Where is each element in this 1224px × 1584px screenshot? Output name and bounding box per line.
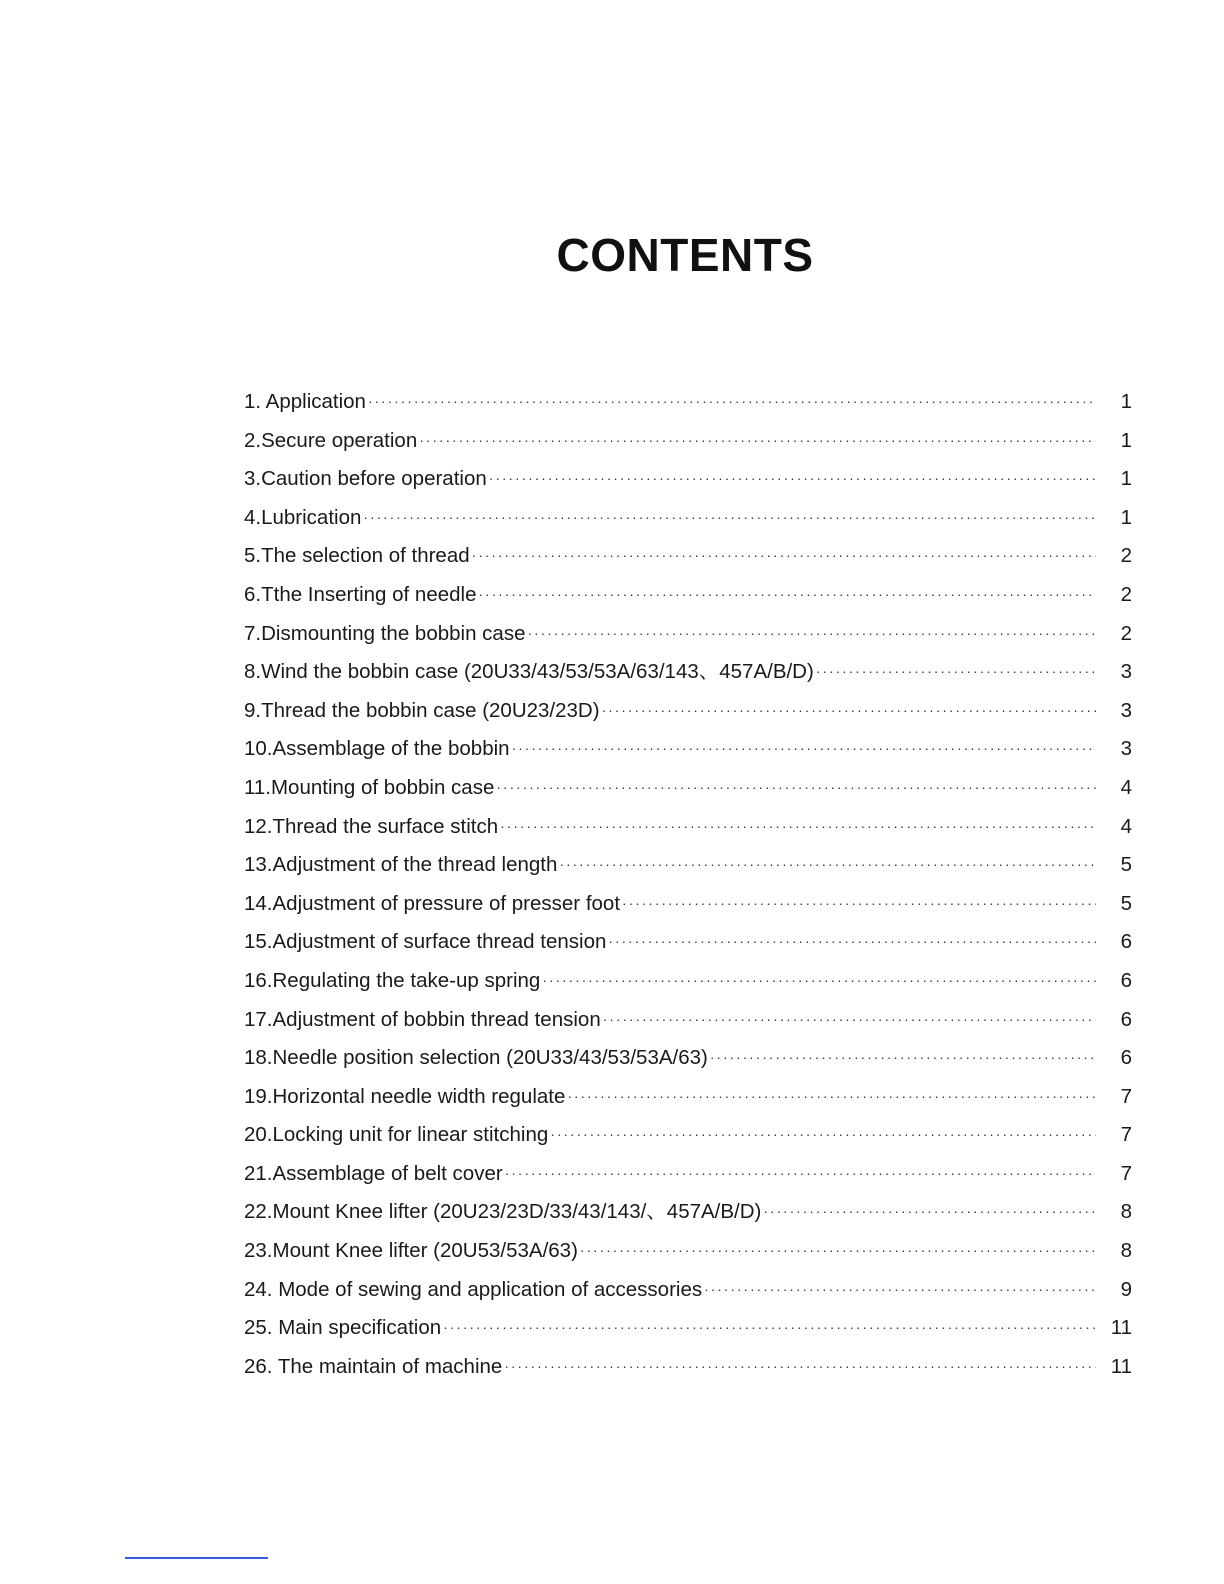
toc-entry[interactable]: [244, 499, 1132, 538]
toc-entry-label: 14.Adjustment of pressure of presser foot: [244, 891, 621, 915]
toc-entry[interactable]: [244, 576, 1132, 615]
toc-entry-page-number: 7: [1120, 1123, 1132, 1147]
toc-entry-page-number: 1: [1120, 505, 1132, 529]
dot-leader: [763, 1193, 1096, 1232]
dot-leader: [472, 537, 1096, 576]
bottom-link-underline: [125, 1557, 268, 1559]
toc-entry[interactable]: [244, 885, 1132, 924]
dot-leader: [567, 1078, 1096, 1117]
dot-leader: [550, 1116, 1096, 1155]
toc-entry[interactable]: [244, 962, 1132, 1001]
toc-entry[interactable]: [244, 1155, 1132, 1194]
toc-entry-page-number: 3: [1120, 737, 1132, 761]
toc-entry-label: 26. The maintain of machine: [244, 1354, 503, 1378]
dot-leader: [363, 499, 1096, 538]
toc-entry-page-number: 7: [1120, 1161, 1132, 1185]
toc-entry-page-number: 6: [1120, 968, 1132, 992]
toc-entry[interactable]: [244, 460, 1132, 499]
toc-entry-label: 25. Main specification: [244, 1316, 442, 1340]
toc-entry[interactable]: [244, 1116, 1132, 1155]
toc-entry-page-number: 2: [1120, 582, 1132, 606]
toc-entry-label: 19.Horizontal needle width regulate: [244, 1084, 566, 1108]
toc-entry-page-number: 4: [1120, 775, 1132, 799]
toc-entry[interactable]: [244, 1309, 1132, 1348]
dot-leader: [608, 923, 1096, 962]
dot-leader: [542, 962, 1096, 1001]
toc-entry[interactable]: [244, 808, 1132, 847]
toc-entry-label: 7.Dismounting the bobbin case: [244, 621, 526, 645]
toc-entry-label: 1. Application: [244, 390, 366, 413]
toc-entry-page-number: 3: [1120, 698, 1132, 722]
toc-entry[interactable]: [244, 537, 1132, 576]
toc-entry[interactable]: [244, 1193, 1132, 1232]
dot-leader: [500, 808, 1096, 847]
toc-entry-label: 5.The selection of thread: [244, 544, 470, 568]
toc-entry-page-number: 2: [1120, 621, 1132, 645]
dot-leader: [505, 1155, 1096, 1194]
toc-entry-page-number: 1: [1120, 428, 1132, 452]
dot-leader: [419, 422, 1096, 461]
toc-entry-label: 10.Assemblage of the bobbin: [244, 737, 510, 761]
toc-entry-page-number: 7: [1120, 1084, 1132, 1108]
toc-entry-page-number: 6: [1120, 1046, 1132, 1070]
toc-entry[interactable]: [244, 615, 1132, 654]
dot-leader: [603, 1001, 1096, 1040]
toc-entry-page-number: 8: [1120, 1239, 1132, 1263]
toc-entry[interactable]: [244, 1271, 1132, 1310]
toc-entry[interactable]: [244, 422, 1132, 461]
toc-entry-label: 18.Needle position selection (20U33/43/53/53A/63): [244, 1046, 708, 1070]
toc-entry-label: 11.Mounting of bobbin case: [244, 775, 495, 799]
dot-leader: [710, 1039, 1096, 1078]
toc-entry-page-number: 1: [1120, 390, 1132, 413]
toc-entry-label: 6.Tthe Inserting of needle: [244, 582, 477, 606]
toc-entry[interactable]: [244, 383, 1132, 422]
toc-entry-page-number: 3: [1120, 660, 1132, 684]
dot-leader: [528, 615, 1097, 654]
toc-entry[interactable]: [244, 1001, 1132, 1040]
dot-leader: [489, 460, 1096, 499]
toc-entry-label: 23.Mount Knee lifter (20U53/53A/63): [244, 1239, 578, 1263]
toc-entry-page-number: 2: [1120, 544, 1132, 568]
toc-entry[interactable]: [244, 1232, 1132, 1271]
dot-leader: [368, 383, 1096, 422]
toc-entry-label: 3.Caution before operation: [244, 467, 487, 491]
dot-leader: [602, 692, 1096, 731]
toc-entry-label: 2.Secure operation: [244, 428, 418, 452]
dot-leader: [704, 1271, 1096, 1310]
toc-entry-label: 13.Adjustment of the thread length: [244, 853, 558, 877]
toc-entry-page-number: 11: [1110, 1354, 1132, 1378]
table-of-contents: [244, 383, 1132, 1386]
page-title: CONTENTS: [556, 229, 814, 281]
toc-entry[interactable]: [244, 769, 1132, 808]
dot-leader: [496, 769, 1096, 808]
toc-entry[interactable]: [244, 1348, 1132, 1387]
dot-leader: [580, 1232, 1096, 1271]
toc-entry[interactable]: [244, 923, 1132, 962]
toc-entry-page-number: 9: [1120, 1277, 1132, 1301]
toc-entry-label: 24. Mode of sewing and application of accessories: [244, 1277, 703, 1301]
toc-entry-page-number: 5: [1120, 891, 1132, 915]
toc-entry-page-number: 1: [1120, 467, 1132, 491]
toc-entry-page-number: 5: [1120, 853, 1132, 877]
toc-entry-page-number: 11: [1110, 1316, 1132, 1340]
toc-entry-label: 8.Wind the bobbin case (20U33/43/53/53A/63/143、457A/B/D): [244, 660, 814, 684]
toc-entry-label: 21.Assemblage of belt cover: [244, 1161, 503, 1185]
toc-entry-label: 15.Adjustment of surface thread tension: [244, 930, 607, 954]
dot-leader: [504, 1348, 1096, 1387]
toc-entry-label: 16.Regulating the take-up spring: [244, 968, 541, 992]
toc-entry-label: 17.Adjustment of bobbin thread tension: [244, 1007, 601, 1031]
toc-entry-page-number: 8: [1120, 1200, 1132, 1224]
toc-entry-page-number: 6: [1120, 930, 1132, 954]
toc-entry[interactable]: [244, 1078, 1132, 1117]
toc-entry-label: 4.Lubrication: [244, 505, 362, 529]
toc-entry-page-number: 4: [1120, 814, 1132, 838]
dot-leader: [512, 730, 1096, 769]
toc-entry-page-number: 6: [1120, 1007, 1132, 1031]
toc-entry[interactable]: [244, 653, 1132, 692]
dot-leader: [443, 1309, 1096, 1348]
dot-leader: [816, 653, 1096, 692]
dot-leader: [559, 846, 1096, 885]
dot-leader: [479, 576, 1097, 615]
toc-entry[interactable]: [244, 1039, 1132, 1078]
dot-leader: [622, 885, 1096, 924]
toc-entry-label: 20.Locking unit for linear stitching: [244, 1123, 549, 1147]
toc-entry-label: 9.Thread the bobbin case (20U23/23D): [244, 698, 600, 722]
toc-entry[interactable]: [244, 692, 1132, 731]
toc-entry-label: 12.Thread the surface stitch: [244, 814, 499, 838]
toc-entry[interactable]: [244, 730, 1132, 769]
toc-entry-label: 22.Mount Knee lifter (20U23/23D/33/43/143/、457A/B/D): [244, 1200, 762, 1224]
toc-entry[interactable]: [244, 846, 1132, 885]
